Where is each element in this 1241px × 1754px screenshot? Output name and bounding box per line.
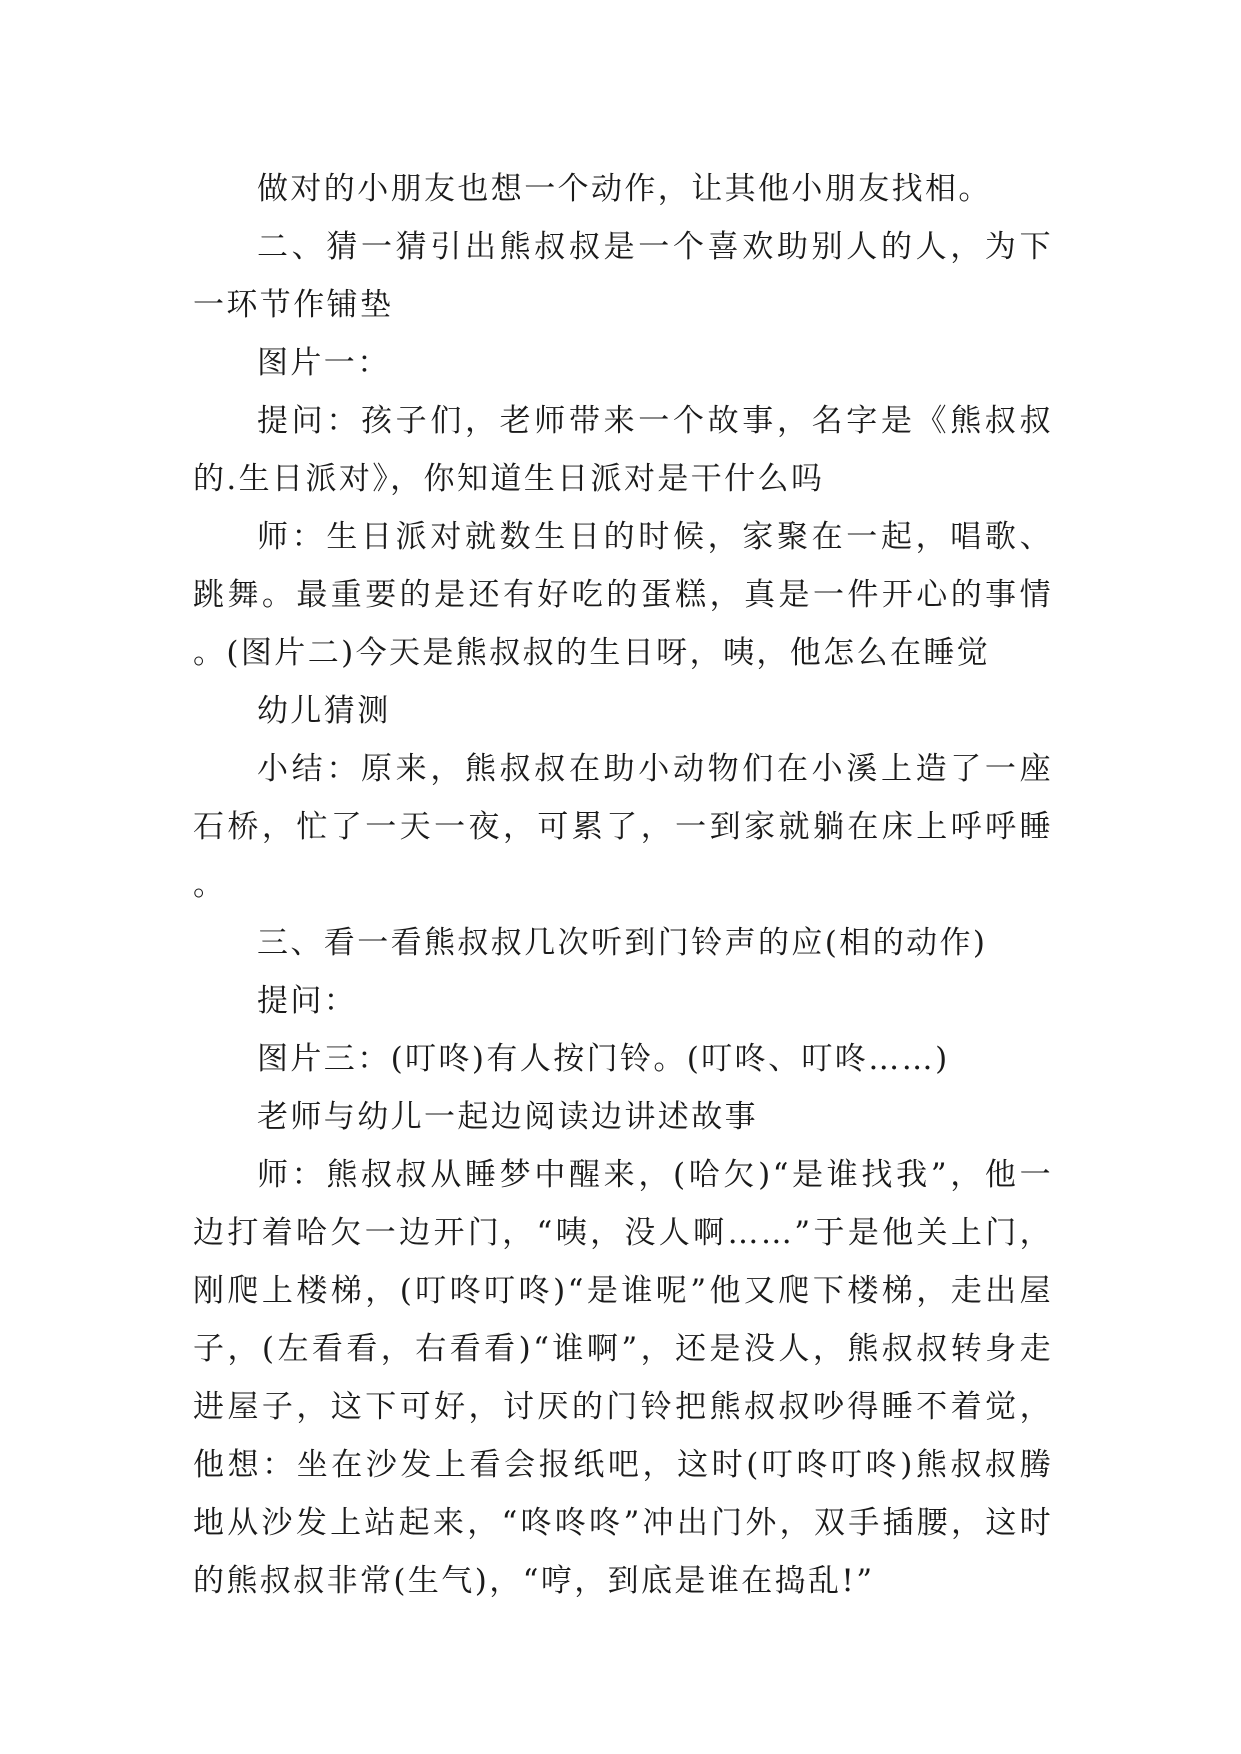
paragraph-4: 提问：孩子们，老师带来一个故事，名字是《熊叔叔的.生日派对》，你知道生日派对是干什么吗 <box>193 403 1053 497</box>
paragraph-12: 师：熊叔叔从睡梦中醒来，(哈欠)“是谁找我”，他一边打着哈欠一边开门，“咦，没人啊……”于是他关上门，刚爬上楼梯，(叮咚叮咚)“是谁呢”他又爬下楼梯，走出屋子，(左看看，右看看)“谁啊”，还是没人，熊叔叔转身走进屋子，这下可好，讨厌的门铃把熊叔叔吵得睡不着觉，他想：坐在沙发上看会报纸吧，这时(叮咚叮咚)熊叔叔腾地从沙发上站起来，“咚咚咚”冲出门外，双手插腰，这时的熊叔叔非常(生气)，“哼，到底是谁在捣乱!” <box>193 1157 1053 1599</box>
paragraph-2: 二、猜一猜引出熊叔叔是一个喜欢助别人的人，为下一环节作铺垫 <box>193 229 1053 323</box>
paragraph-10: 图片三：(叮咚)有人按门铃。(叮咚、叮咚……) <box>257 1041 950 1077</box>
paragraph-1: 做对的小朋友也想一个动作，让其他小朋友找相。 <box>257 171 992 207</box>
paragraph-11: 老师与幼儿一起边阅读边讲述故事 <box>257 1099 758 1135</box>
paragraph-9: 提问： <box>257 983 358 1019</box>
paragraph-7: 小结：原来，熊叔叔在助小动物们在小溪上造了一座石桥，忙了一天一夜，可累了，一到家就躺在床上呼呼睡。 <box>193 751 1053 903</box>
paragraph-3: 图片一： <box>257 345 391 381</box>
paragraph-5: 师：生日派对就数生日的时候，家聚在一起，唱歌、跳舞。最重要的是还有好吃的蛋糕，真是一件开心的事情。(图片二)今天是熊叔叔的生日呀，咦，他怎么在睡觉 <box>193 519 1053 671</box>
paragraph-8: 三、看一看熊叔叔几次听到门铃声的应(相的动作) <box>257 925 988 961</box>
paragraph-6: 幼儿猜测 <box>257 693 391 729</box>
document-body <box>193 160 1053 1610</box>
